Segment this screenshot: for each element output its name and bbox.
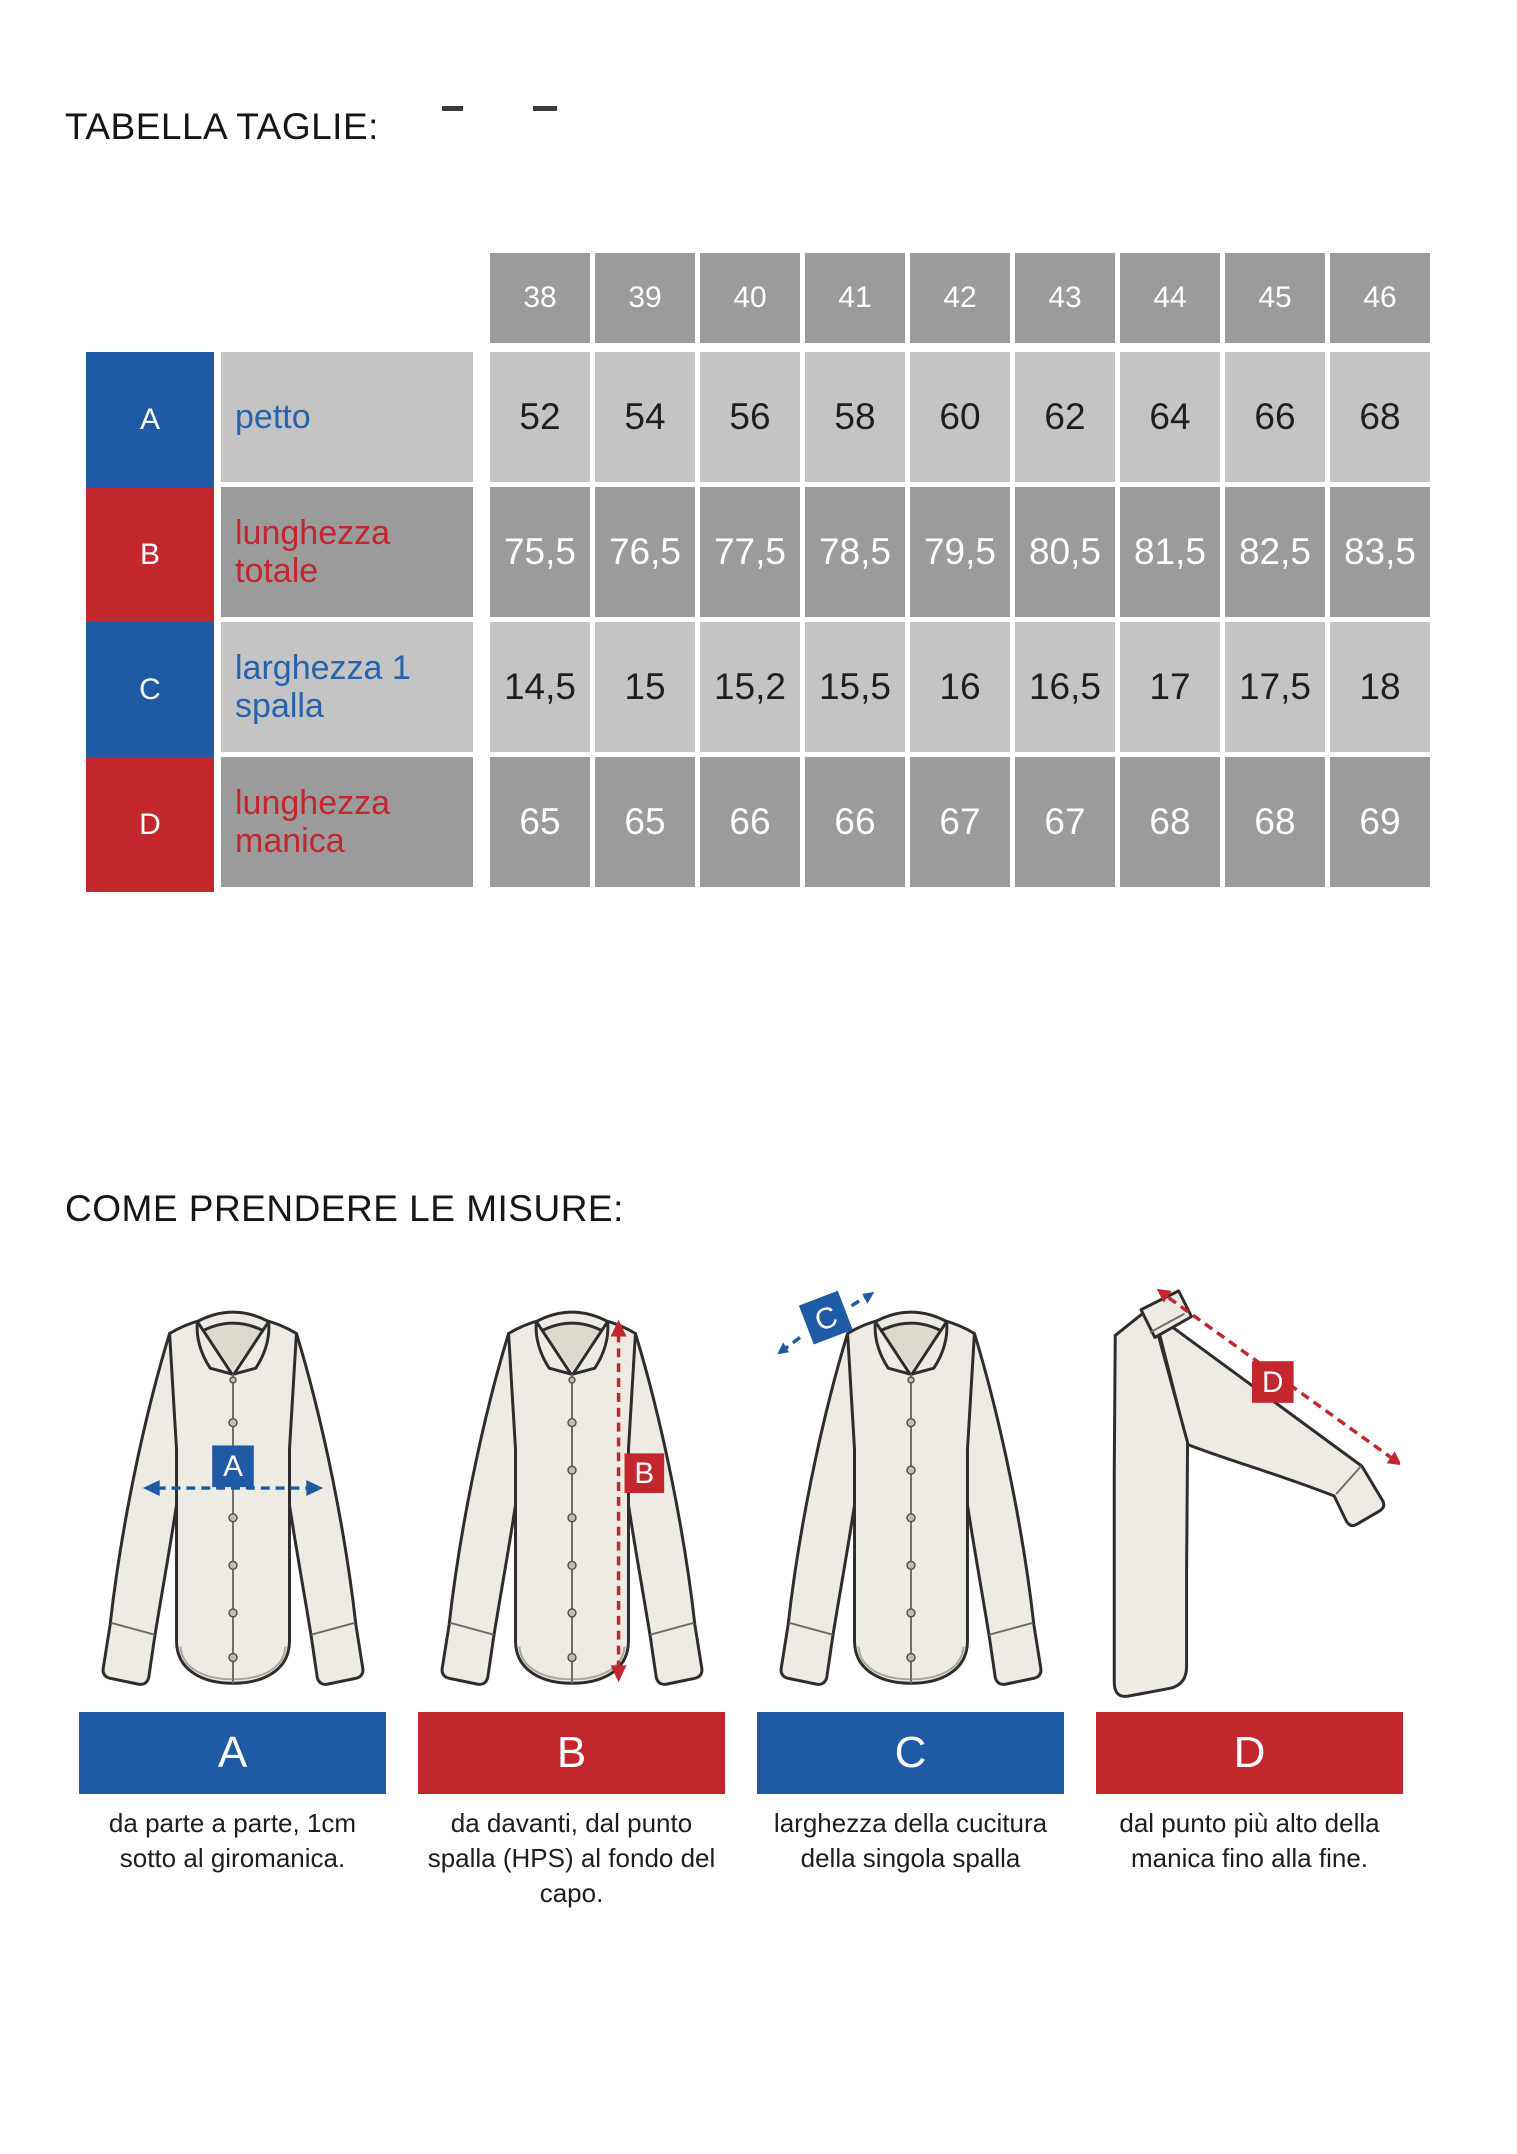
size-value-cell: 16,5 <box>1015 622 1115 752</box>
size-header-cell: 42 <box>910 253 1010 343</box>
row-letter: B <box>86 487 214 622</box>
size-header-row <box>86 253 1517 343</box>
size-value-cell: 17,5 <box>1225 622 1325 752</box>
size-header-cell: 43 <box>1015 253 1115 343</box>
measure-guide-title: COME PRENDERE LE MISURE: <box>65 1188 624 1229</box>
figure-caption-b: da davanti, dal punto spalla (HPS) al fondo del capo. <box>427 1808 716 1909</box>
size-value-cell: 15,5 <box>805 622 905 752</box>
figure-b <box>418 1276 725 1911</box>
size-value-cell: 81,5 <box>1120 487 1220 617</box>
size-value-cell: 62 <box>1015 352 1115 482</box>
size-value-cell: 18 <box>1330 622 1430 752</box>
figure-caption-d: dal punto più alto della manica fino alla fine. <box>1119 1808 1380 1874</box>
measure-tag-letter: A <box>222 1450 243 1484</box>
shirt-diagram-d-icon <box>1100 1276 1400 1712</box>
size-value-cell: 54 <box>595 352 695 482</box>
figure-c <box>757 1276 1064 1911</box>
table-row-lunghezza-totale <box>86 487 1517 622</box>
size-value-cell: 68 <box>1120 757 1220 887</box>
arrow-head-icon <box>1386 1451 1399 1465</box>
size-value-cell: 79,5 <box>910 487 1010 617</box>
size-value-cell: 64 <box>1120 352 1220 482</box>
shirt-diagram-b-icon <box>422 1276 722 1712</box>
figure-caption-a: da parte a parte, 1cm sotto al giromanica. <box>108 1808 357 1874</box>
measure-tag-letter: B <box>633 1457 654 1491</box>
table-row-larghezza-spalla <box>86 622 1517 757</box>
row-letter: C <box>86 622 214 757</box>
size-value-cell: 15 <box>595 622 695 752</box>
row-letter: D <box>86 757 214 892</box>
cropped-text-remnant <box>533 106 557 111</box>
row-label: petto <box>221 352 473 482</box>
cropped-text-remnant <box>442 106 463 111</box>
size-table-title: TABELLA TAGLIE: <box>65 106 379 147</box>
size-header-cell: 45 <box>1225 253 1325 343</box>
size-value-cell: 66 <box>1225 352 1325 482</box>
row-label: lunghezza totale <box>221 487 473 617</box>
figure-banner-a: A <box>79 1712 386 1794</box>
figure-a <box>79 1276 386 1911</box>
size-header-cell: 46 <box>1330 253 1430 343</box>
size-header-cell: 41 <box>805 253 905 343</box>
size-value-cell: 68 <box>1225 757 1325 887</box>
figure-banner-b: B <box>418 1712 725 1794</box>
size-value-cell: 56 <box>700 352 800 482</box>
size-value-cell: 14,5 <box>490 622 590 752</box>
size-header-cell: 44 <box>1120 253 1220 343</box>
figure-d <box>1096 1276 1403 1911</box>
measure-arrow-c <box>784 1337 800 1349</box>
size-table <box>86 253 1517 892</box>
size-value-cell: 77,5 <box>700 487 800 617</box>
figure-banner-c: C <box>757 1712 1064 1794</box>
size-value-cell: 65 <box>595 757 695 887</box>
size-value-cell: 83,5 <box>1330 487 1430 617</box>
size-value-cell: 52 <box>490 352 590 482</box>
header-spacer <box>86 253 485 343</box>
table-row-petto <box>86 352 1517 487</box>
size-value-cell: 58 <box>805 352 905 482</box>
size-value-cell: 60 <box>910 352 1010 482</box>
measure-tag-letter: D <box>1261 1365 1284 1399</box>
row-label: larghezza 1 spalla <box>221 622 473 752</box>
table-row-lunghezza-manica <box>86 757 1517 892</box>
size-value-cell: 75,5 <box>490 487 590 617</box>
figure-banner-d: D <box>1096 1712 1403 1794</box>
size-value-cell: 69 <box>1330 757 1430 887</box>
figure-caption-c: larghezza della cucitura della singola spalla <box>773 1808 1048 1874</box>
size-value-cell: 68 <box>1330 352 1430 482</box>
size-header-cell: 40 <box>700 253 800 343</box>
size-value-cell: 67 <box>1015 757 1115 887</box>
row-letter: A <box>86 352 214 487</box>
shirt-diagram-c-icon <box>761 1276 1061 1712</box>
size-value-cell: 67 <box>910 757 1010 887</box>
size-header-cell: 39 <box>595 253 695 343</box>
size-value-cell: 15,2 <box>700 622 800 752</box>
size-value-cell: 66 <box>700 757 800 887</box>
row-label: lunghezza manica <box>221 757 473 887</box>
size-value-cell: 78,5 <box>805 487 905 617</box>
size-value-cell: 66 <box>805 757 905 887</box>
measure-figures <box>79 1276 1517 1911</box>
size-value-cell: 82,5 <box>1225 487 1325 617</box>
size-value-cell: 76,5 <box>595 487 695 617</box>
shirt-diagram-a-icon <box>83 1276 383 1712</box>
size-value-cell: 80,5 <box>1015 487 1115 617</box>
size-header-cell: 38 <box>490 253 590 343</box>
size-value-cell: 65 <box>490 757 590 887</box>
size-value-cell: 17 <box>1120 622 1220 752</box>
measure-tag-letter: C <box>809 1299 842 1339</box>
size-value-cell: 16 <box>910 622 1010 752</box>
